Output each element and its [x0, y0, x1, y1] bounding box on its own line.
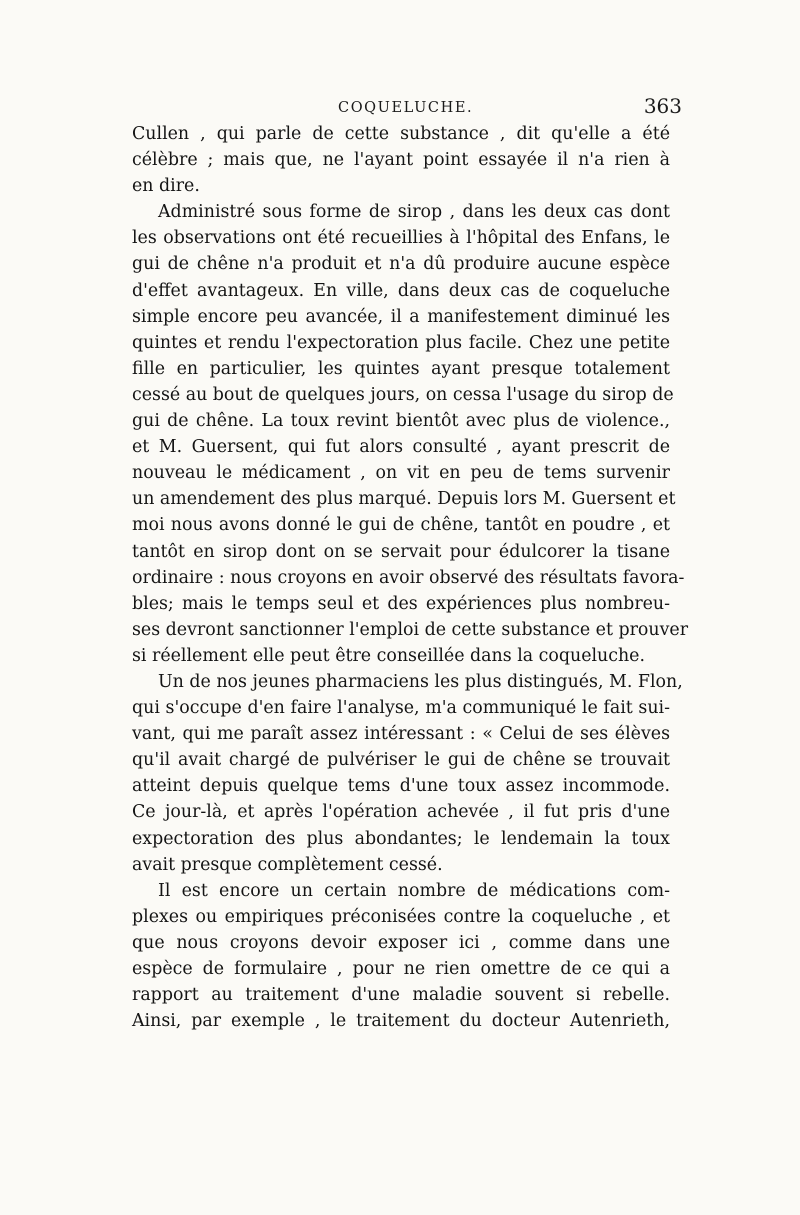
text-line: Ce jour-là, et après l'opération achevée , il fut pris d'une [132, 802, 670, 823]
page-number: 363 [643, 94, 682, 118]
text-line: tantôt en sirop dont on se servait pour édulcorer la tisane [132, 541, 670, 562]
text-line: plexes ou empiriques préconisées contre la coqueluche , et [132, 906, 670, 927]
text-line: fille en particulier, les quintes ayant presque totalement [132, 358, 670, 379]
page-header [120, 80, 682, 120]
text-line: en dire. [132, 176, 200, 197]
text-line: gui de chêne n'a produit et n'a dû produire aucune espèce [132, 254, 670, 275]
text-line: qu'il avait chargé de pulvériser le gui de chêne se trouvait [132, 750, 670, 771]
text-line: vant, qui me paraît assez intéressant : « Celui de ses élèves [132, 724, 670, 745]
text-line: quintes et rendu l'expectoration plus facile. Chez une petite [132, 332, 670, 353]
text-line: espèce de formulaire , pour ne rien omettre de ce qui a [132, 959, 670, 979]
text-line: cessé au bout de quelques jours, on cessa l'usage du sirop de [132, 384, 674, 405]
text-line: d'effet avantageux. En ville, dans deux cas de coqueluche [132, 280, 670, 301]
text-line: bles; mais le temps seul et des expériences plus nombreu- [132, 593, 670, 614]
text-line: que nous croyons devoir exposer ici , comme dans une [132, 932, 670, 953]
text-line: Cullen , qui parle de cette substance , dit qu'elle a été [132, 124, 670, 144]
text-line: et M. Guersent, qui fut alors consulté , ayant prescrit de [132, 437, 670, 458]
text-line: célèbre ; mais que, ne l'ayant point essayée il n'a rien à [132, 150, 670, 171]
body-text [132, 121, 689, 1034]
text-line: un amendement des plus marqué. Depuis lors M. Guersent et [132, 489, 676, 510]
text-line: si réellement elle peut être conseillée dans la coqueluche. [132, 645, 646, 666]
text-line: atteint depuis quelque tems d'une toux assez incommode. [132, 776, 670, 797]
text-line: les observations ont été recueillies à l'hôpital des Enfans, le [132, 228, 670, 249]
text-line: simple encore peu avancée, il a manifestement diminué les [132, 306, 670, 327]
text-line: expectoration des plus abondantes; le lendemain la toux [132, 828, 670, 849]
text-line: qui s'occupe d'en faire l'analyse, m'a communiqué le fait sui- [132, 698, 670, 719]
running-title: COQUELUCHE. [338, 100, 474, 116]
text-line: Administré sous forme de sirop , dans les deux cas dont [158, 202, 670, 223]
text-line: ordinaire : nous croyons en avoir observé des résultats favora- [132, 567, 685, 588]
text-line: nouveau le médicament , on vit en peu de tems survenir [132, 463, 670, 484]
text-line: Ainsi, par exemple , le traitement du docteur Autenrieth, [132, 1011, 670, 1032]
text-line: ses devront sanctionner l'emploi de cette substance et prouver [132, 619, 689, 640]
text-line: rapport au traitement d'une maladie souvent si rebelle. [132, 985, 670, 1006]
text-line: avait presque complètement cessé. [132, 854, 443, 875]
text-line: gui de chêne. La toux revint bientôt avec plus de violence., [132, 411, 670, 432]
text-line: Un de nos jeunes pharmaciens les plus distingués, M. Flon, [158, 671, 683, 692]
text-line: Il est encore un certain nombre de médications com- [158, 880, 670, 901]
text-line: moi nous avons donné le gui de chêne, tantôt en poudre , et [132, 515, 670, 536]
